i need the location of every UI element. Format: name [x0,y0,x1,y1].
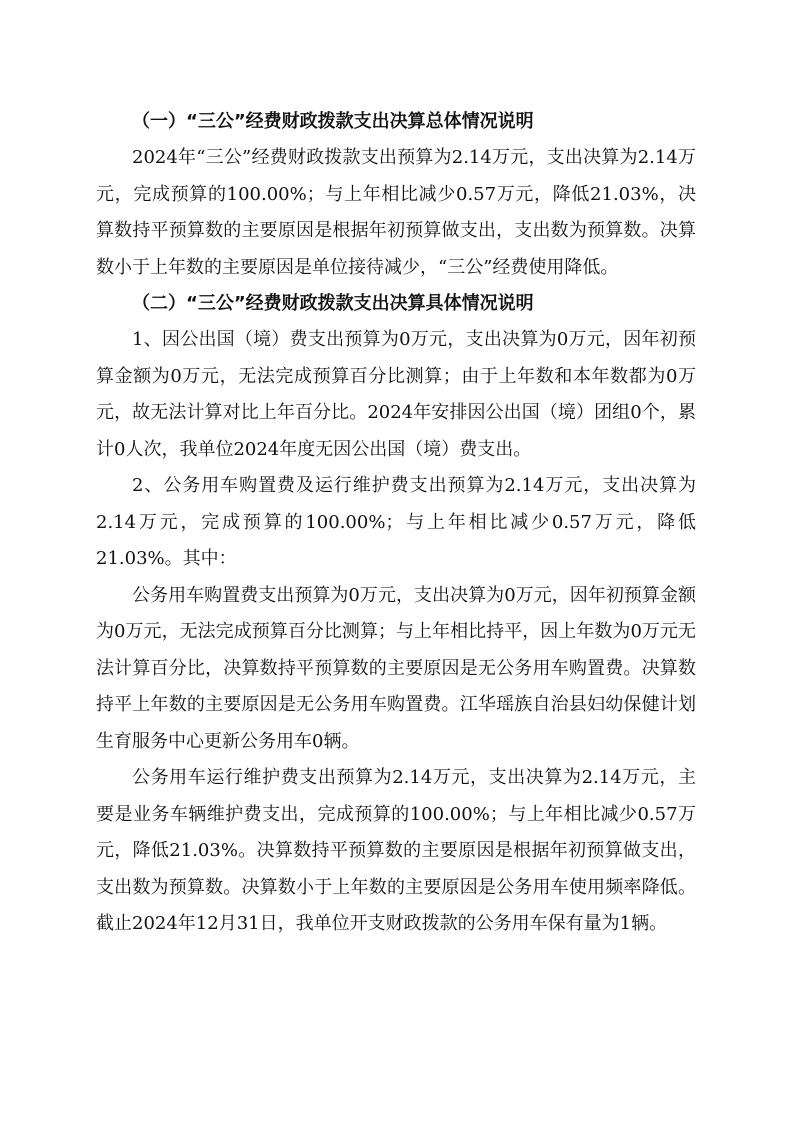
document-body [96,104,696,943]
paragraph-vehicle-purchase: 公务用车购置费支出预算为0万元，支出决算为0万元，因年初预算金额为0万元，无法完成预算百分比测算；与上年相比持平，因上年数为0万元无法计算百分比，决算数持平预算数的主要原因是无公务用车购置费。决算数持平上年数的主要原因是无公务用车购置费。江华瑶族自治县妇幼保健计划生育服务中心更新公务用车0辆。 [96,584,696,752]
paragraph-overall-summary: 2024年“三公”经费财政拨款支出预算为2.14万元，支出决算为2.14万元，完成预算的100.00%；与上年相比减少0.57万元，降低21.03%，决算数持平预算数的主要原因是根据年初预算做支出，支出数为预算数。决算数小于上年数的主要原因是单位接待减少，“三公”经费使用降低。 [96,147,696,278]
paragraph-official-vehicles: 2、公务用车购置费及运行维护费支出预算为2.14万元，支出决算为2.14万元，完成预算的100.00%；与上年相比减少0.57万元，降低21.03%。其中： [96,475,696,569]
paragraph-vehicle-maintenance: 公务用车运行维护费支出预算为2.14万元，支出决算为2.14万元，主要是业务车辆维护费支出，完成预算的100.00%；与上年相比减少0.57万元，降低21.03%。决算数持平预算数的主要原因是根据年初预算做支出，支出数为预算数。决算数小于上年数的主要原因是公务用车使用频率降低。截止2024年12月31日，我单位开支财政拨款的公务用车保有量为1辆。 [96,767,696,934]
paragraph-overseas-travel: 1、因公出国（境）费支出预算为0万元，支出决算为0万元，因年初预算金额为0万元，无法完成预算百分比测算；由于上年数和本年数都为0万元，故无法计算对比上年百分比。2024年安排因公出国（境）团组0个，累计0人次，我单位2024年度无因公出国（境）费支出。 [96,329,696,460]
section-heading-overall: （一）“三公”经费财政拨款支出决算总体情况说明 [132,111,534,132]
section-heading-detail: （二）“三公”经费财政拨款支出决算具体情况说明 [132,293,534,314]
